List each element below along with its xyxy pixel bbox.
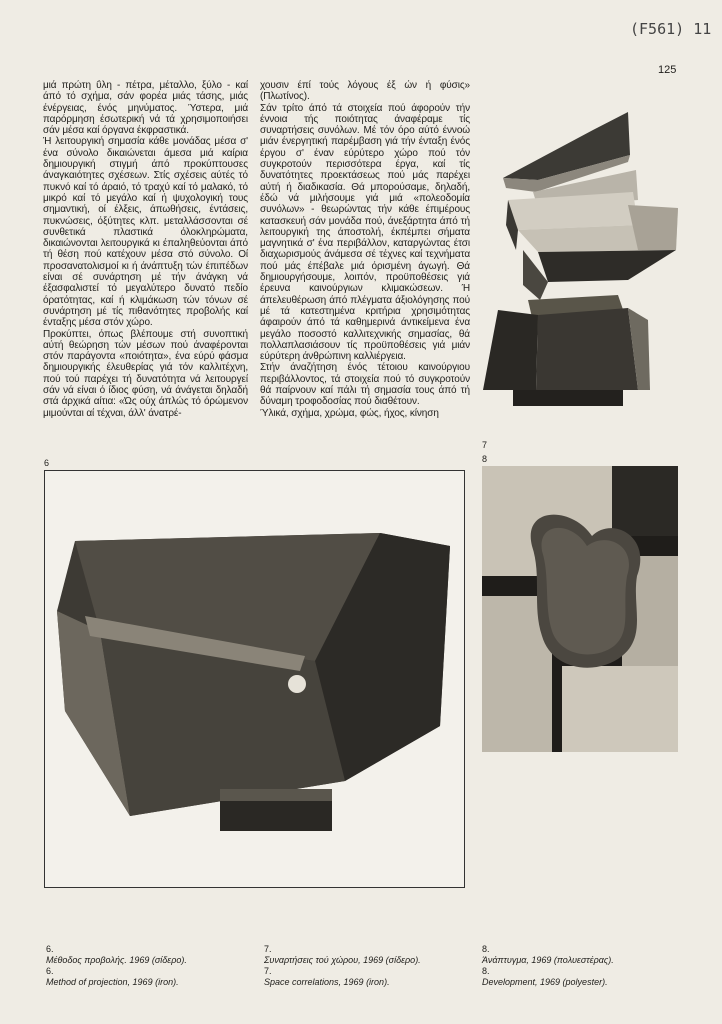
figure-6-photo bbox=[45, 471, 464, 887]
caption-english: Space correlations, 1969 (iron). bbox=[264, 977, 390, 987]
paragraph: Ύλικά, σχήμα, χρώμα, φώς, ήχος, κίνηση bbox=[260, 407, 439, 419]
figure-7-photo bbox=[478, 100, 683, 420]
caption-english: Development, 1969 (polyester). bbox=[482, 977, 608, 987]
caption-number: 7. bbox=[264, 944, 272, 954]
figure-8-photo bbox=[482, 466, 678, 752]
caption-greek: Συναρτήσεις τού χώρου, 1969 (σίδερο). bbox=[264, 955, 421, 965]
caption-number: 6. bbox=[46, 966, 54, 976]
caption-8 bbox=[482, 944, 614, 988]
caption-greek: Μέθοδος προβολής. 1969 (σίδερο). bbox=[46, 955, 187, 965]
figure-8-label: 8 bbox=[482, 454, 488, 464]
text-column-1 bbox=[43, 80, 248, 419]
caption-7 bbox=[264, 944, 421, 988]
figure-7-label: 7 bbox=[482, 440, 488, 450]
caption-number: 7. bbox=[264, 966, 272, 976]
paragraph: μιά πρώτη ΰλη - πέτρα, μέταλλο, ξύλο - καί άπό τό σχήμα, σάν φορέα μιάς τάσης, μιάς ένέργειας, ένός μηνύματος. Ύστερα, μιά παρόρμηση έσωτερική νά τά χρησιμοποιήσει σάν μέσα καί όργανα έκφραστικά. bbox=[43, 80, 248, 137]
caption-number: 6. bbox=[46, 944, 54, 954]
paragraph: χουσιν έπί τούς λόγους έξ ών ή φύσις» (Πλωτίνος). bbox=[260, 80, 470, 103]
page-number: 125 bbox=[658, 64, 677, 76]
figure-6-label: 6 bbox=[44, 458, 50, 468]
handwritten-note: (F561) 11 bbox=[630, 20, 712, 38]
caption-number: 8. bbox=[482, 944, 490, 954]
caption-6 bbox=[46, 944, 187, 988]
caption-english: Method of projection, 1969 (iron). bbox=[46, 977, 179, 987]
caption-greek: Άνάπτυγμα, 1969 (πολυεστέρας). bbox=[482, 955, 614, 965]
paragraph: Στήν άναζήτηση ένός τέτοιου καινούργιου περιβάλλοντος, τά στοιχεία πού τό συγκροτούν θά παίρνουν καί πάλι τή σημασία τους άπό τή δύναμη τροφοδοσίας πού διαθέτουν. bbox=[260, 362, 470, 408]
paragraph: Ή λειτουργική σημασία κάθε μονάδας μέσα σ' ένα σύνολο δικαιώνεται άμεσα μιά καίρια δημιουργική στιγμή άπό προκύπτουσες άναγκαιότητες σχέσεων. Στίς σχέσεις αύτές τό πυκνό καί τό άραιό, τό τραχύ καί τό μαλακό, τό μικρό καί τό μεγάλο καί ή ψυχολογική τους σημαντική, οί έλξεις, άπωθήσεις, έντάσεις, πυκνώσεις, όξύτητες κλπ. μεταλλάσσονται σέ συνθετικά πλαστικά όλοκληρώματα, δικαιώνονται λειτουργικά κι έπαληθεύονται άπό τή θέση πού κατέχουν μέσα στό σύνολο. Οί προσανατολισμοί κι ή άνάπτυξη τών έπιπέδων είναι σέ συνάρτηση μέ τήν άνάγκη νά έξασφαλιστεί τό μεγαλύτερο δυνατό πεδίο όρατότητας, καί ή κλιμάκωση τών τόνων σέ συνάρτηση μέ τίς πιθανότητες προβολής καί ένταξης μέσα στόν χώρο. bbox=[43, 136, 248, 329]
text-column-2 bbox=[260, 80, 470, 419]
figure-6-frame bbox=[44, 470, 465, 888]
caption-number: 8. bbox=[482, 966, 490, 976]
paragraph: Σάν τρίτο άπό τά στοιχεία πού άφορούν τήν έννοια τής ποιότητας άναφέραμε τίς συναρτήσεις συνόλων. Μέ τόν όρο αύτό έννοώ μιάν ένεργητική παρέμβαση γιά τήν ένταξη ένός έργου σ' έναν εύρύτερο χώρο πού τόν συγκροτούν περισσότερα έργα, καί τίς δυνατότητες προεκτάσεως πού μάς παρέχει αύτή ή διαδικασία. Θά μπορούσαμε, δηλαδή, έδώ νά μιλήσουμε γιά μιά «πολεοδομία συνόλων» - θεωρώντας τήν κάθε έπιμέρους κατασκευή σάν μονάδα πού, άνεξάρτητα άπό τή λειτουργική της άποστολή, έκπέμπει σήματα μαγνητικά σ' ένα περιβάλλον, καταργώντας έτσι διαχωρισμούς άνάμεσα σέ τέχνες καί τεχνήματα πού μάς έπέβαλε μιά όρισμένη άγωγή. Θά δημιουργήσουμε, λοιπόν, προϋποθέσεις γιά έρευνα καινούργιων κλιμακώσεων. Ή άπελευθέρωση άπό πλέγματα άξιολόγησης πού μέ τά κατεστημένα κριτήρια χρησιμότητας άφαιρούν άπό τά καθημερινά άντικείμενα ένα μεγάλο ποσοστό καλλιτεχνικής σημασίας, θά πολλαπλασιάσουν τίς προϋποθέσεις γιά μιάν εύρύτερη άνθρώπινη καλλιέργεια. bbox=[260, 102, 470, 363]
paragraph: Προκύπτει, όπως βλέπουμε στή συνοπτική αύτή θεώρηση τών μέσων πού άναφέρονται στόν παράγοντα «ποιότητα», ένα εύρύ φάσμα δημιουργικής έλευθερίας γιά τόν καλλιτέχνη, πού τού παρέχει τή δυνατότητα νά λειτουργεί σάν νά είναι ό ίδιος φύση, νά άνάγεται δηλαδή στά άρχικά αίτια: «Ώς ούχ άπλώς τό όρώμενον μιμούνται αί τέχναι, άλλ' άνατρέ- bbox=[43, 328, 248, 419]
